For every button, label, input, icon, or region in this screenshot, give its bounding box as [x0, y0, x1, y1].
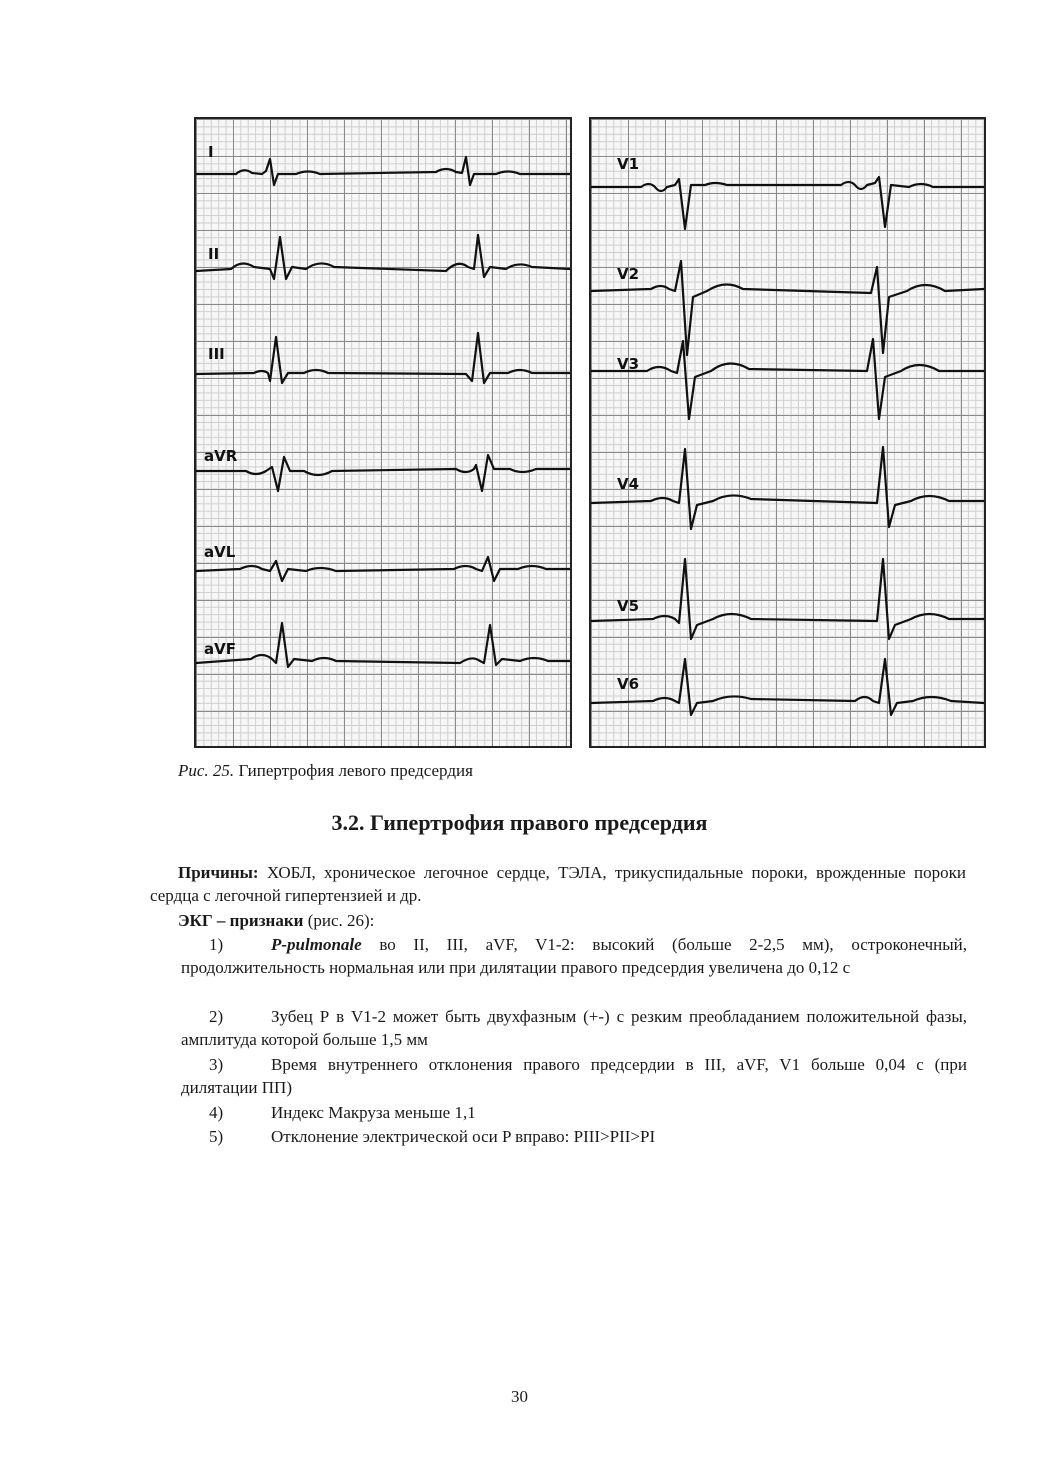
list-item-number: 2) [209, 1007, 224, 1026]
ecg-signs-ref: (рис. 26): [303, 911, 375, 930]
lead-label-avf: aVF [204, 640, 236, 658]
list-item [181, 933, 967, 979]
figure-caption [178, 761, 473, 781]
ecg-signs-label: ЭКГ – признаки [178, 911, 304, 930]
lead-label-v3: V3 [617, 355, 640, 373]
list-item [181, 1005, 967, 1051]
list-item-number: 4) [209, 1103, 224, 1122]
lead-label-iii: III [208, 345, 225, 363]
list-item-text: Индекс Макруза меньше 1,1 [271, 1103, 476, 1122]
lead-label-v1: V1 [617, 155, 640, 173]
list-item-number: 1) [209, 935, 224, 954]
lead-label-i: I [208, 143, 214, 161]
ecg-signs-heading [150, 909, 966, 932]
ecg-chest-leads-figure [589, 117, 986, 748]
lead-label-v2: V2 [617, 265, 640, 283]
list-item [181, 1101, 967, 1124]
ecg-limb-leads-svg [196, 119, 570, 746]
page-number: 30 [511, 1387, 528, 1406]
list-item-emphasis: P-pulmonale [271, 935, 362, 954]
ecg-trace-v1 [591, 177, 984, 229]
ecg-trace-avl [196, 557, 570, 581]
lead-label-v4: V4 [617, 475, 640, 493]
list-item [181, 1053, 967, 1099]
figure-caption-text: Гипертрофия левого предсердия [234, 761, 473, 780]
list-item [181, 1125, 967, 1148]
list-item-text: Отклонение электрической оси P вправо: PIII>PII>PI [271, 1127, 656, 1146]
ecg-trace-i [196, 157, 570, 185]
ecg-trace-iii [196, 333, 570, 383]
list-item-text: Зубец Р в V1-2 может быть двухфазным (+-) с резким преобладанием положительной фазы, амплитуда которой больше 1,5 мм [181, 1007, 967, 1049]
ecg-trace-avf [196, 623, 570, 667]
lead-label-avr: aVR [204, 447, 238, 465]
causes-paragraph [150, 861, 966, 907]
causes-text: ХОБЛ, хроническое легочное сердце, ТЭЛА, трикуспидальные пороки, врожденные пороки сердца с легочной гипертензией и др. [150, 863, 966, 905]
ecg-limb-leads-figure [194, 117, 572, 748]
lead-label-ii: II [208, 245, 220, 263]
ecg-chest-leads-svg [591, 119, 984, 746]
list-item-number: 3) [209, 1055, 224, 1074]
list-item-text: во II, III, aVF, V1-2: высокий (больше 2-2,5 мм), остроконечный, продолжительность нормальная или при дилятации правого предсердия увеличена до 0,12 с [181, 935, 967, 977]
ecg-trace-v6 [591, 659, 984, 715]
section-title: 3.2. Гипертрофия правого предсердия [331, 810, 708, 835]
lead-label-v6: V6 [617, 675, 640, 693]
ecg-trace-v2 [591, 261, 984, 355]
ecg-trace-avr [196, 455, 570, 491]
list-item-text: Время внутреннего отклонения правого предсердии в III, aVF, V1 больше 0,04 с (при дилятации ПП) [181, 1055, 967, 1097]
causes-label: Причины: [178, 863, 259, 882]
lead-label-v5: V5 [617, 597, 640, 615]
ecg-trace-ii [196, 235, 570, 279]
ecg-trace-v5 [591, 559, 984, 639]
list-item-number: 5) [209, 1127, 224, 1146]
lead-label-avl: aVL [204, 543, 236, 561]
ecg-trace-v4 [591, 447, 984, 529]
ecg-trace-v3 [591, 339, 984, 419]
figure-caption-prefix: Рис. 25. [178, 761, 235, 780]
